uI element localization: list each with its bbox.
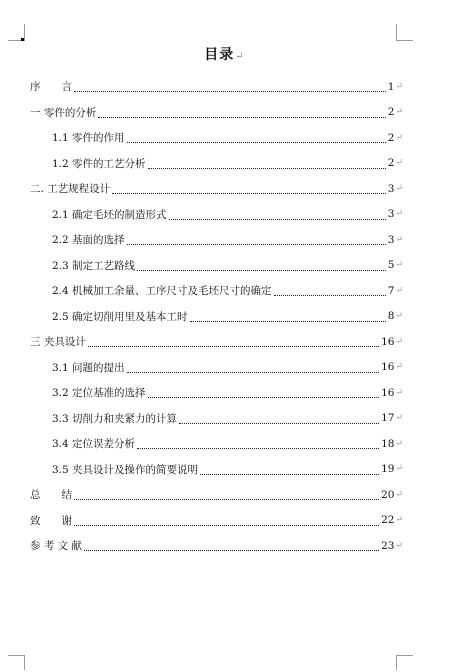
toc-entry[interactable] (30, 329, 403, 355)
toc-entry[interactable] (30, 482, 403, 508)
crop-mark-bottom-left (8, 655, 25, 670)
dot-leader (137, 260, 386, 271)
toc-entry-label: 参 考 文 献 (30, 540, 83, 553)
dot-leader (127, 132, 386, 143)
toc-entry[interactable] (30, 457, 403, 483)
paragraph-mark-icon: ↵ (395, 183, 403, 194)
paragraph-mark-icon: ↵ (395, 489, 403, 500)
paragraph-mark-icon: ↵ (395, 515, 403, 526)
dot-leader (74, 81, 386, 92)
dot-leader (148, 387, 380, 398)
toc-entry-label: 二. 工艺规程设计 (30, 183, 111, 196)
toc-entry-page-number: 17 (381, 412, 395, 425)
toc-entry[interactable] (30, 278, 403, 304)
toc-entry-page-number: 19 (381, 463, 395, 476)
dot-leader (127, 362, 380, 373)
toc-entry-label: 致 谢 (30, 514, 72, 527)
toc-entry-label: 一 零件的分析 (30, 106, 97, 119)
paragraph-mark-icon: ↵ (395, 336, 403, 347)
dot-leader (190, 311, 386, 322)
toc-entry-page-number: 20 (381, 488, 395, 501)
anchor-dot (21, 38, 24, 41)
dot-leader (274, 285, 386, 296)
toc-entry[interactable] (30, 355, 403, 381)
toc-entry-page-number: 23 (381, 539, 395, 552)
toc-entry-label: 2.3 制定工艺路线 (52, 259, 136, 272)
paragraph-mark-icon: ↵ (395, 413, 403, 424)
toc-entry-page-number: 1 (387, 80, 395, 93)
dot-leader (74, 515, 379, 526)
paragraph-mark-icon: ↵ (395, 540, 403, 551)
toc-entry-page-number: 3 (387, 208, 395, 221)
dot-leader (84, 540, 379, 551)
toc-entry[interactable] (30, 304, 403, 330)
paragraph-mark-icon: ↵ (395, 285, 403, 296)
paragraph-mark-icon: ↵ (395, 438, 403, 449)
paragraph-mark-icon: ↵ (395, 81, 403, 92)
toc-entry-label: 3.1 问题的提出 (52, 361, 125, 374)
toc-entry-page-number: 2 (387, 157, 395, 170)
toc-entry[interactable] (30, 508, 403, 534)
toc-entry-label: 1.2 零件的工艺分析 (52, 157, 146, 170)
page-title (0, 44, 449, 64)
toc-entry-page-number: 8 (387, 310, 395, 323)
dot-leader (148, 158, 386, 169)
paragraph-mark-icon: ↵ (235, 51, 245, 62)
paragraph-mark-icon: ↵ (395, 132, 403, 143)
paragraph-mark-icon: ↵ (395, 260, 403, 271)
toc-entry-label: 2.4 机械加工余量、工序尺寸及毛坯尺寸的确定 (52, 285, 272, 298)
toc-entry-label: 3.5 夹具设计及操作的简要说明 (52, 463, 199, 476)
toc-entry-label: 序 言 (30, 81, 72, 94)
toc-entry-page-number: 2 (387, 106, 395, 119)
toc-entry[interactable] (30, 74, 403, 100)
toc-entry[interactable] (30, 431, 403, 457)
toc-entry[interactable] (30, 406, 403, 432)
toc-entry-page-number: 3 (387, 233, 395, 246)
paragraph-mark-icon: ↵ (395, 362, 403, 373)
toc-entry[interactable] (30, 380, 403, 406)
toc-entry-page-number: 2 (387, 131, 395, 144)
toc-entry-label: 1.1 零件的作用 (52, 132, 125, 145)
paragraph-mark-icon: ↵ (395, 234, 403, 245)
toc-entry-label: 总 结 (30, 489, 72, 502)
table-of-contents (30, 74, 403, 559)
dot-leader (127, 234, 386, 245)
toc-entry-page-number: 3 (387, 182, 395, 195)
toc-entry-page-number: 5 (387, 259, 395, 272)
dot-leader (88, 336, 379, 347)
toc-entry-page-number: 22 (381, 514, 395, 527)
dot-leader (112, 183, 386, 194)
paragraph-mark-icon: ↵ (395, 107, 403, 118)
toc-entry[interactable] (30, 125, 403, 151)
paragraph-mark-icon: ↵ (395, 311, 403, 322)
dot-leader (74, 489, 379, 500)
paragraph-mark-icon: ↵ (395, 464, 403, 475)
paragraph-mark-icon: ↵ (395, 158, 403, 169)
toc-entry[interactable] (30, 100, 403, 126)
toc-entry-label: 3.4 定位误差分析 (52, 438, 136, 451)
toc-entry-label: 2.5 确定切削用里及基本工时 (52, 310, 188, 323)
toc-entry[interactable] (30, 151, 403, 177)
toc-entry-page-number: 7 (387, 284, 395, 297)
toc-entry-label: 三 夹具设计 (30, 336, 86, 349)
crop-mark-bottom-right (396, 655, 413, 670)
toc-entry[interactable] (30, 253, 403, 279)
dot-leader (137, 438, 379, 449)
dot-leader (98, 107, 385, 118)
dot-leader (169, 209, 386, 220)
paragraph-mark-icon: ↵ (395, 209, 403, 220)
toc-entry[interactable] (30, 227, 403, 253)
toc-entry-label: 3.3 切削力和夹紧力的计算 (52, 412, 178, 425)
toc-entry-page-number: 16 (381, 386, 395, 399)
toc-entry[interactable] (30, 202, 403, 228)
toc-entry-page-number: 16 (381, 361, 395, 374)
toc-entry-page-number: 18 (381, 437, 395, 450)
toc-entry-label: 2.1 确定毛坯的制造形式 (52, 208, 167, 221)
dot-leader (200, 464, 379, 475)
paragraph-mark-icon: ↵ (395, 387, 403, 398)
toc-entry[interactable] (30, 176, 403, 202)
toc-entry-label: 2.2 基面的选择 (52, 234, 125, 247)
dot-leader (179, 413, 379, 424)
toc-entry[interactable] (30, 533, 403, 559)
toc-entry-label: 3.2 定位基准的选择 (52, 387, 146, 400)
toc-entry-page-number: 16 (381, 335, 395, 348)
crop-mark-top-right (396, 24, 413, 41)
title-text: 目录 (204, 47, 235, 63)
